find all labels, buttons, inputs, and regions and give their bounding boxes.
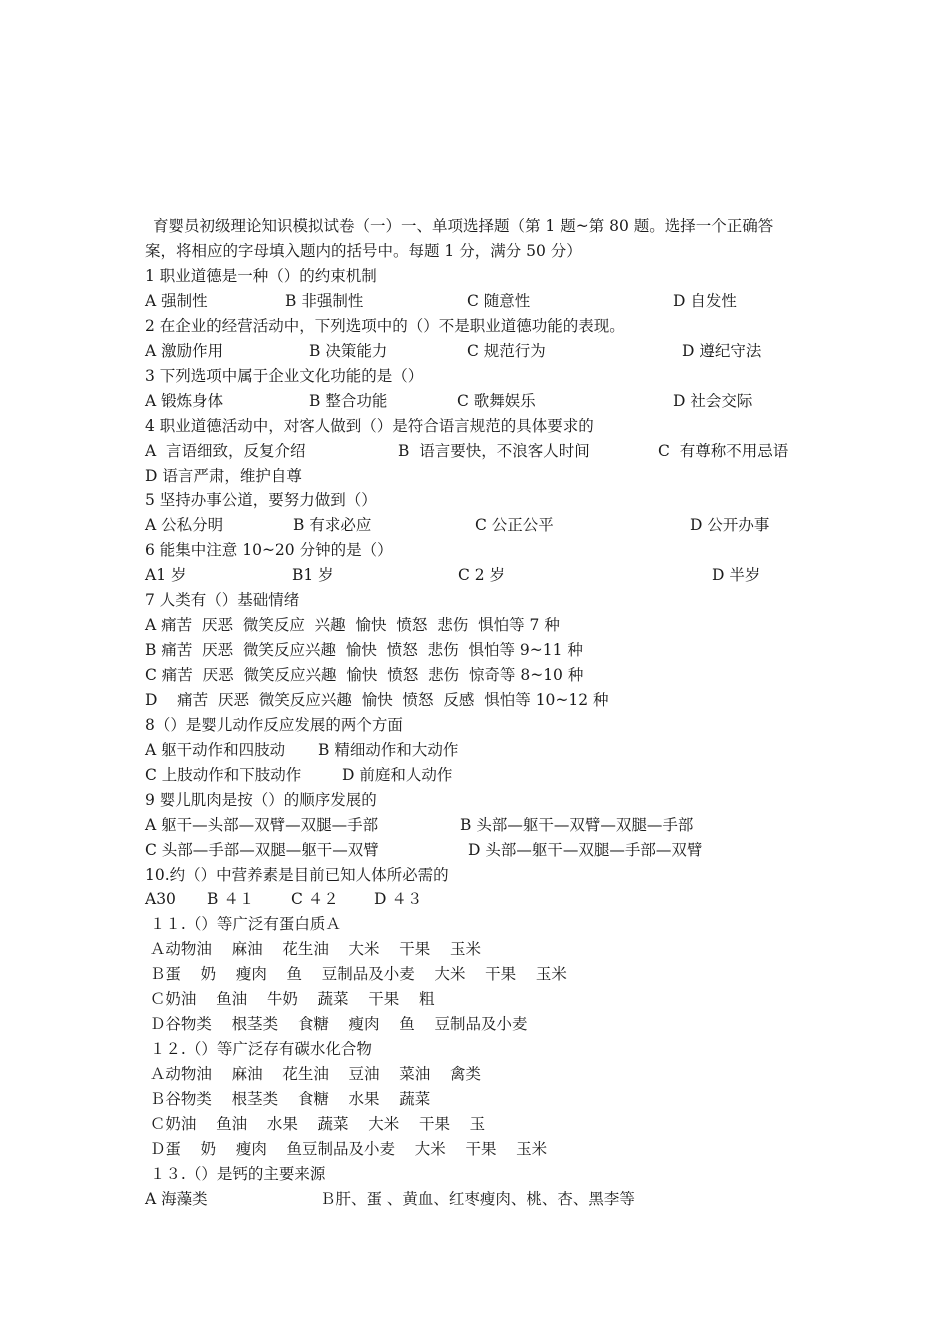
question-text: １３.（）是钙的主要来源 (145, 1164, 326, 1183)
option-text: C 头部—手部—双腿—躯干—双臂 (145, 840, 379, 859)
question-text: 10.约（）中营养素是目前已知人体所必需的 (145, 865, 449, 884)
exam-header (145, 214, 817, 264)
option-text: A 海藻类 (145, 1189, 208, 1208)
question-line (145, 464, 845, 489)
option-row (145, 389, 845, 414)
option-text: D 自发性 (673, 291, 737, 310)
question-line (145, 987, 845, 1012)
question-text: C 痛苦 厌恶 微笑反应兴趣 愉快 愤怒 悲伤 惊奇等 8~10 种 (145, 666, 584, 684)
question-line (145, 937, 845, 962)
option-text: B 非强制性 (285, 291, 364, 310)
question-line (145, 1137, 845, 1162)
question-line (145, 638, 845, 663)
question-text: D 痛苦 厌恶 微笑反应兴趣 愉快 愤怒 反感 惧怕等 10~12 种 (145, 690, 609, 709)
question-text: Ａ动物油 麻油 花生油 大米 干果 玉米 (145, 940, 481, 959)
option-text: D 社会交际 (673, 391, 753, 410)
question-line (145, 663, 845, 688)
question-text: Ｄ谷物类 根茎类 食糖 瘦肉 鱼 豆制品及小麦 (145, 1015, 528, 1034)
option-row (145, 513, 845, 538)
option-text: A 公私分明 (145, 516, 224, 535)
option-text: C ４２ (291, 890, 339, 909)
option-text: C 公正公平 (475, 516, 554, 535)
question-line (145, 538, 845, 563)
question-line (145, 264, 845, 289)
question-line (145, 613, 845, 638)
option-text: D 遵纪守法 (682, 341, 762, 360)
option-row (145, 1187, 845, 1212)
option-text: D 前庭和人动作 (342, 765, 453, 784)
option-text: C 有尊称不用忌语 (658, 441, 789, 460)
option-text: D 半岁 (712, 566, 761, 585)
question-text: Ｄ蛋 奶 瘦肉 鱼豆制品及小麦 大米 干果 玉米 (145, 1139, 548, 1158)
option-text: B ４１ (207, 890, 255, 909)
question-line (145, 488, 845, 513)
option-text: C 歌舞娱乐 (457, 391, 536, 410)
option-text: D 头部—躯干—双腿—手部—双臂 (468, 840, 703, 859)
question-line (145, 1062, 845, 1087)
question-text: A 痛苦 厌恶 微笑反应 兴趣 愉快 愤怒 悲伤 惧怕等 7 种 (145, 616, 560, 635)
option-text: A1 岁 (145, 566, 187, 585)
option-text: A 强制性 (145, 291, 208, 310)
option-text: B 有求必应 (293, 516, 372, 535)
question-line (145, 1112, 845, 1137)
question-text: Ｃ奶油 鱼油 水果 蔬菜 大米 干果 玉 (145, 1114, 486, 1133)
exam-header-line-2: 案，将相应的字母填入题内的括号中。每题 1 分，满分 50 分） (145, 242, 582, 260)
question-text: Ａ动物油 麻油 花生油 豆油 菜油 禽类 (145, 1065, 481, 1083)
question-text: D 语言严肃，维护自尊 (145, 466, 302, 485)
question-line (145, 1037, 845, 1062)
option-row (145, 763, 845, 788)
question-text: 9 婴儿肌肉是按（）的顺序发展的 (145, 790, 377, 809)
question-list (145, 264, 845, 1212)
question-text: 4 职业道德活动中，对客人做到（）是符合语言规范的具体要求的 (145, 416, 594, 435)
question-text: Ｂ蛋 奶 瘦肉 鱼 豆制品及小麦 大米 干果 玉米 (145, 965, 567, 984)
option-text: A 躯干动作和四肢动 (145, 740, 286, 759)
question-line (145, 863, 845, 888)
option-row (145, 563, 845, 588)
question-line (145, 713, 845, 738)
question-text: 5 坚持办事公道，要努力做到（） (145, 491, 377, 510)
option-text: B1 岁 (292, 566, 334, 585)
option-row (145, 838, 845, 863)
option-text: B 头部—躯干—双臂—双腿—手部 (460, 815, 694, 834)
question-line (145, 364, 845, 389)
option-row (145, 738, 845, 763)
question-line (145, 1012, 845, 1037)
question-line (145, 688, 845, 713)
option-row (145, 339, 845, 364)
question-text: 2 在企业的经营活动中，下列选项中的（）不是职业道德功能的表现。 (145, 316, 625, 335)
question-text: １２.（）等广泛存有碳水化合物 (145, 1040, 372, 1059)
question-line (145, 912, 845, 937)
option-text: B 精细动作和大动作 (318, 740, 459, 759)
option-row (145, 813, 845, 838)
question-line (145, 1162, 845, 1187)
question-line (145, 788, 845, 813)
option-text: B 语言要快，不浪客人时间 (398, 441, 590, 460)
option-row (145, 289, 845, 314)
option-text: C 2 岁 (458, 566, 506, 585)
question-text: １１.（）等广泛有蛋白质Ａ (145, 915, 341, 934)
question-text: 7 人类有（）基础情绪 (145, 591, 300, 610)
exam-header-line-1: 育婴员初级理论知识模拟试卷（一）一、单项选择题（第 1 题~第 80 题。选择一个正确答 (153, 217, 774, 235)
question-line (145, 314, 845, 339)
option-text: D 公开办事 (690, 516, 770, 535)
question-line (145, 414, 845, 439)
option-text: A 锻炼身体 (145, 391, 224, 410)
question-line (145, 1087, 845, 1112)
option-text: D ４３ (374, 890, 423, 909)
option-text: C 上肢动作和下肢动作 (145, 765, 302, 784)
question-text: Ｂ谷物类 根茎类 食糖 水果 蔬菜 (145, 1089, 431, 1108)
option-text: B 决策能力 (309, 341, 388, 360)
option-text: A 激励作用 (145, 341, 224, 360)
question-line (145, 962, 845, 987)
option-row (145, 439, 845, 464)
question-text: Ｃ奶油 鱼油 牛奶 蔬菜 干果 粗 (145, 990, 435, 1009)
option-text: C 规范行为 (467, 341, 546, 360)
option-text: C 随意性 (467, 291, 531, 310)
question-text: 6 能集中注意 10~20 分钟的是（） (145, 541, 393, 560)
option-text: A30 (145, 890, 176, 909)
question-text: B 痛苦 厌恶 微笑反应兴趣 愉快 愤怒 悲伤 惧怕等 9~11 种 (145, 641, 583, 660)
question-text: 8（）是婴儿动作反应发展的两个方面 (145, 715, 403, 734)
question-text: 1 职业道德是一种（）的约束机制 (145, 267, 377, 285)
option-text: Ｂ肝、蛋 、黄血、红枣瘦肉、桃、杏、黑李等 (320, 1189, 635, 1208)
option-row (145, 887, 845, 912)
option-text: B 整合功能 (309, 391, 388, 410)
option-text: A 躯干—头部—双臂—双腿—手部 (145, 815, 379, 834)
option-text: A 言语细致，反复介绍 (145, 441, 306, 460)
question-line (145, 588, 845, 613)
question-text: 3 下列选项中属于企业文化功能的是（） (145, 366, 424, 385)
